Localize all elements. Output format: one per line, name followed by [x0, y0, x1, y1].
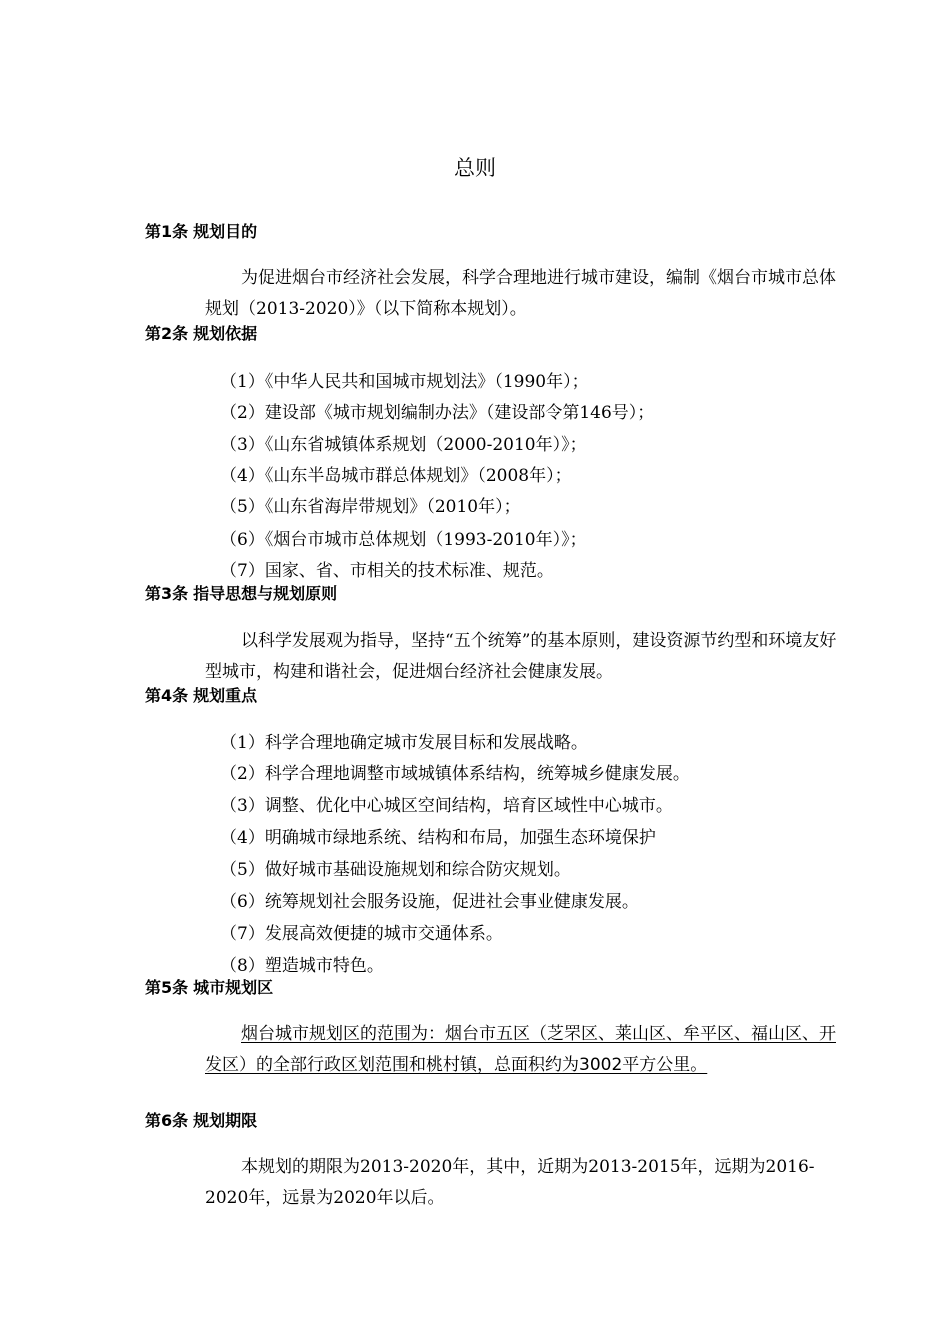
article-4-heading [145, 685, 257, 707]
article-6-heading [145, 1110, 257, 1132]
list-item: （7）发展高效便捷的城市交通体系。 [220, 924, 503, 944]
list-item: （6）统筹规划社会服务设施，促进社会事业健康发展。 [220, 892, 639, 912]
article-number: 第3条 [145, 584, 189, 603]
list-item: （5）《山东省海岸带规划》（2010年）； [220, 497, 521, 517]
article-title: 城市规划区 [193, 978, 274, 997]
article-title: 指导思想与规划原则 [193, 584, 338, 603]
document-title: 总则 [454, 156, 496, 180]
article-2-heading [145, 323, 257, 345]
list-item: （7）国家、省、市相关的技术标准、规范。 [220, 561, 554, 581]
article-title: 规划重点 [193, 686, 258, 705]
list-item: （3）调整、优化中心城区空间结构，培育区域性中心城市。 [220, 796, 673, 816]
list-item: （1）科学合理地确定城市发展目标和发展战略。 [220, 733, 588, 753]
article-1-heading [145, 221, 257, 243]
article-6-text: 本规划的期限为2013-2020年，其中，近期为2013-2015年，远期为2016-2020年，远景为2020年以后。 [205, 1157, 815, 1208]
article-3-text: 以科学发展观为指导，坚持“五个统筹”的基本原则，建设资源节约型和环境友好型城市，构建和谐社会，促进烟台经济社会健康发展。 [205, 631, 837, 682]
list-item: （5）做好城市基础设施规划和综合防灾规划。 [220, 860, 571, 880]
article-number: 第1条 [145, 222, 189, 241]
list-item: （1）《中华人民共和国城市规划法》（1990年）； [220, 372, 589, 392]
article-title: 规划依据 [193, 324, 258, 343]
article-5-text: 烟台城市规划区的范围为：烟台市五区（芝罘区、莱山区、牟平区、福山区、开发区）的全部行政区划范围和桃村镇，总面积约为3002平方公里。 [205, 1024, 836, 1075]
article-3-heading [145, 583, 337, 605]
article-number: 第5条 [145, 978, 189, 997]
article-title: 规划期限 [193, 1111, 258, 1130]
list-item: （8）塑造城市特色。 [220, 956, 384, 976]
list-item: （4）《山东半岛城市群总体规划》（2008年）； [220, 466, 572, 486]
article-5-heading [145, 977, 273, 999]
article-number: 第4条 [145, 686, 189, 705]
article-number: 第6条 [145, 1111, 189, 1130]
article-title: 规划目的 [193, 222, 258, 241]
article-number: 第2条 [145, 324, 189, 343]
list-item: （2）建设部《城市规划编制办法》（建设部令第146号）； [220, 403, 655, 423]
list-item: （4）明确城市绿地系统、结构和布局，加强生态环境保护 [220, 828, 656, 848]
list-item: （2）科学合理地调整市域城镇体系结构，统筹城乡健康发展。 [220, 764, 690, 784]
list-item: （3）《山东省城镇体系规划（2000-2010年）》； [220, 435, 587, 455]
article-1-text: 为促进烟台市经济社会发展，科学合理地进行城市建设，编制《烟台市城市总体规划（2013-2020）》（以下简称本规划）。 [205, 268, 836, 319]
list-item: （6）《烟台市城市总体规划（1993-2010年）》； [220, 530, 587, 550]
